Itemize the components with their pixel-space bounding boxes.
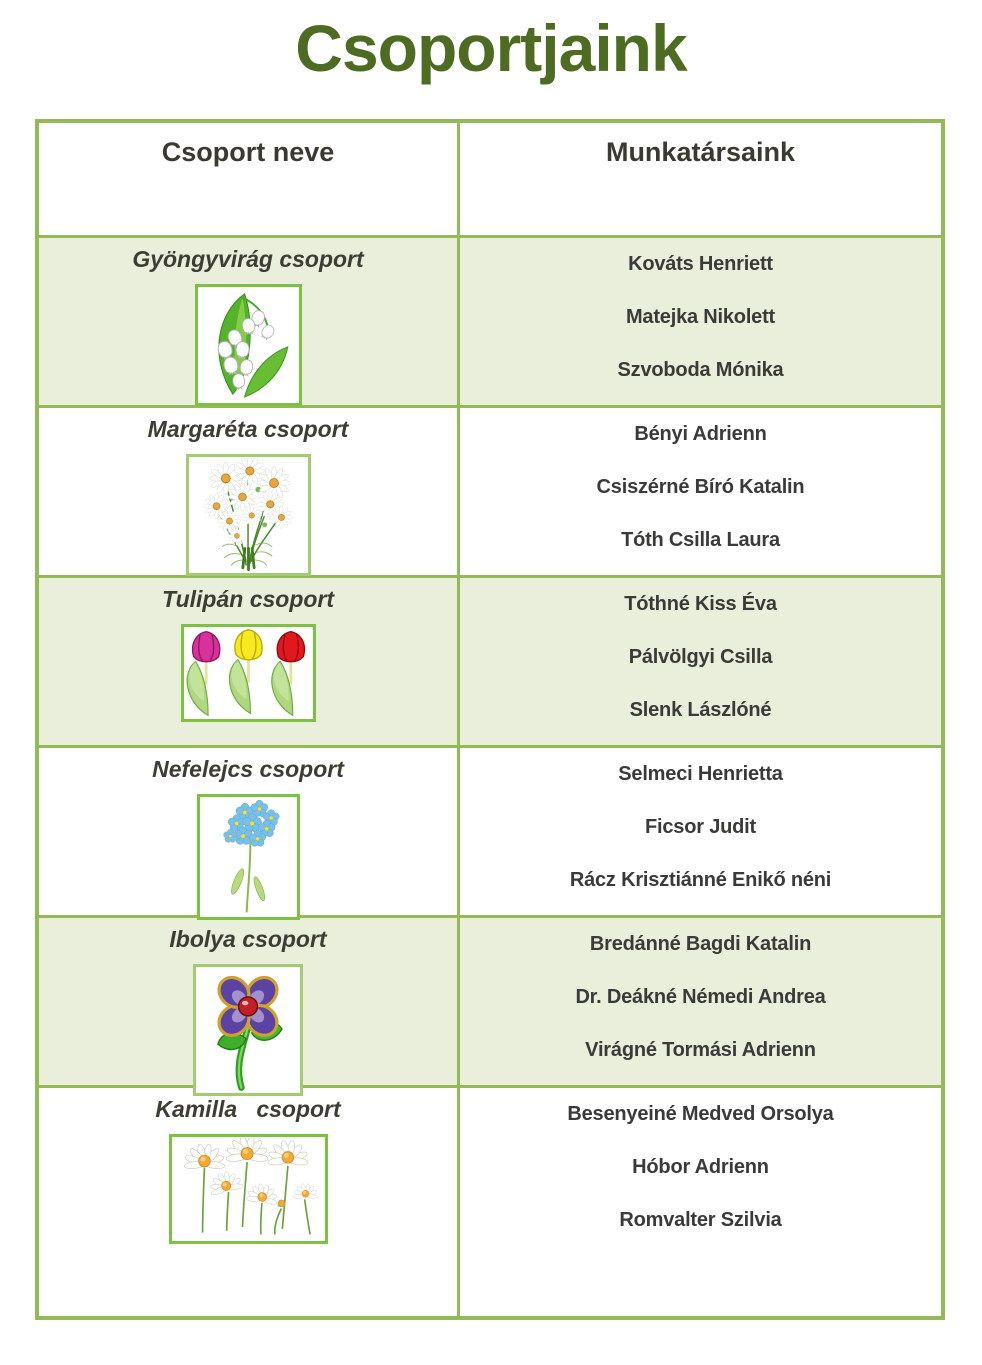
- group-cell: [39, 408, 460, 577]
- members-cell: [460, 408, 941, 577]
- table-row: [39, 745, 941, 915]
- chamomile-image: [169, 1134, 328, 1244]
- member-name: Besenyeiné Medved Orsolya: [567, 1102, 834, 1125]
- group-name-label: Gyöngyvirág csoport: [132, 245, 364, 272]
- member-name: Tóthné Kiss Éva: [624, 592, 777, 615]
- column-header-group-name: Csoport neve: [39, 123, 460, 235]
- group-cell: [39, 748, 460, 921]
- members-cell: [460, 238, 941, 407]
- member-name: Tóth Csilla Laura: [621, 528, 780, 551]
- member-name: Virágné Tormási Adrienn: [585, 1038, 816, 1061]
- group-name-label: Tulipán csoport: [161, 585, 335, 612]
- member-name: Pálvölgyi Csilla: [628, 645, 773, 668]
- member-name: Bényi Adrienn: [634, 422, 767, 445]
- group-cell: [39, 578, 460, 745]
- member-name: Rácz Krisztiánné Enikő néni: [569, 868, 832, 891]
- lily-of-the-valley-image: [195, 284, 302, 406]
- group-cell: [39, 918, 460, 1097]
- table-row: [39, 575, 941, 745]
- member-name: Slenk Lászlóné: [629, 698, 772, 721]
- group-cell: [39, 238, 460, 407]
- table-row: [39, 405, 941, 575]
- daisy-bouquet-image: [186, 454, 311, 576]
- members-cell: [460, 918, 941, 1097]
- member-name: Ficsor Judit: [645, 815, 756, 838]
- group-cell: [39, 1088, 460, 1316]
- member-name: Hóbor Adrienn: [632, 1155, 769, 1178]
- member-name: Dr. Deákné Némedi Andrea: [575, 985, 826, 1008]
- member-name: Kováts Henriett: [628, 252, 773, 275]
- table-row: [39, 1085, 941, 1316]
- column-header-staff: Munkatársaink: [460, 123, 941, 235]
- member-name: Romvalter Szilvia: [619, 1208, 782, 1231]
- member-name: Csiszérné Bíró Katalin: [596, 475, 805, 498]
- member-name: Szvoboda Mónika: [617, 358, 784, 381]
- group-name-label: Margaréta csoport: [147, 415, 349, 442]
- member-name: Selmeci Henrietta: [618, 762, 783, 785]
- members-cell: [460, 578, 941, 745]
- group-name-label: Nefelejcs csoport: [152, 755, 344, 782]
- forget-me-not-image: [197, 794, 300, 920]
- page-title: Csoportjaink: [295, 11, 687, 85]
- group-name-label: Kamilla csoport: [155, 1095, 341, 1122]
- member-name: Matejka Nikolett: [625, 305, 776, 328]
- member-name: Bredánné Bagdi Katalin: [589, 932, 812, 955]
- page: [0, 12, 982, 1365]
- table-row: [39, 915, 941, 1085]
- table-header-row: [39, 123, 941, 235]
- members-cell: [460, 1088, 941, 1316]
- group-name-label: Ibolya csoport: [169, 925, 327, 952]
- tulips-image: [181, 624, 316, 722]
- table-row: [39, 235, 941, 405]
- members-cell: [460, 748, 941, 921]
- violet-image: [193, 964, 303, 1096]
- groups-table: [35, 119, 945, 1320]
